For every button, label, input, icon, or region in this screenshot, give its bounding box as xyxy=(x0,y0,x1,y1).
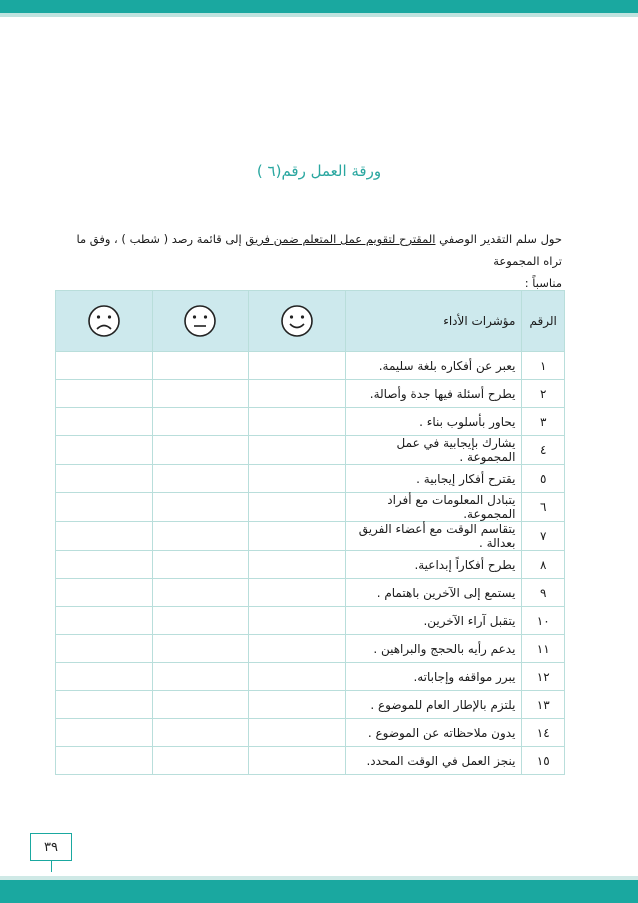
rating-cell-neutral[interactable] xyxy=(152,436,249,465)
instructions-line-1 xyxy=(64,228,562,272)
table-row xyxy=(56,719,565,747)
rating-cell-sad[interactable] xyxy=(56,579,153,607)
instructions-text-a: حول سلم التقدير الوصفي xyxy=(439,232,562,246)
table-row xyxy=(56,579,565,607)
rating-cell-neutral[interactable] xyxy=(152,719,249,747)
table-row xyxy=(56,551,565,579)
rating-cell-neutral[interactable] xyxy=(152,663,249,691)
rating-cell-smiling[interactable] xyxy=(249,522,346,551)
rating-cell-sad[interactable] xyxy=(56,747,153,775)
table-row xyxy=(56,465,565,493)
rating-cell-neutral[interactable] xyxy=(152,380,249,408)
rating-cell-neutral[interactable] xyxy=(152,465,249,493)
rating-cell-smiling[interactable] xyxy=(249,607,346,635)
header-number: الرقم xyxy=(522,291,565,352)
rating-cell-neutral[interactable] xyxy=(152,579,249,607)
table-row xyxy=(56,352,565,380)
row-number: ١٤ xyxy=(522,719,565,747)
row-indicator: ينجز العمل في الوقت المحدد. xyxy=(345,747,522,775)
row-number: ١٠ xyxy=(522,607,565,635)
rating-cell-sad[interactable] xyxy=(56,352,153,380)
rating-cell-smiling[interactable] xyxy=(249,436,346,465)
instructions-line-2: مناسباً : xyxy=(524,276,562,290)
rating-cell-sad[interactable] xyxy=(56,522,153,551)
row-number: ١٣ xyxy=(522,691,565,719)
rating-cell-sad[interactable] xyxy=(56,663,153,691)
rating-cell-smiling[interactable] xyxy=(249,465,346,493)
row-indicator: يتبادل المعلومات مع أفراد المجموعة. xyxy=(345,493,522,522)
rating-cell-neutral[interactable] xyxy=(152,493,249,522)
rating-cell-sad[interactable] xyxy=(56,691,153,719)
row-indicator: يدعم رأيه بالحجج والبراهين . xyxy=(345,635,522,663)
row-number: ٨ xyxy=(522,551,565,579)
row-indicator: يبرر مواقفه وإجاباته. xyxy=(345,663,522,691)
instructions-text-b: إلى قائمة رصد ( شطب ) ، وفق ما تراه المجموعة xyxy=(76,232,562,268)
rating-cell-neutral[interactable] xyxy=(152,408,249,436)
row-number: ٩ xyxy=(522,579,565,607)
rating-cell-sad[interactable] xyxy=(56,408,153,436)
bottom-decorative-band xyxy=(0,872,638,903)
instructions xyxy=(64,228,562,294)
row-indicator: يستمع إلى الآخرين باهتمام . xyxy=(345,579,522,607)
row-number: ٤ xyxy=(522,436,565,465)
rating-cell-smiling[interactable] xyxy=(249,579,346,607)
row-indicator: يحاور بأسلوب بناء . xyxy=(345,408,522,436)
rating-cell-smiling[interactable] xyxy=(249,493,346,522)
row-indicator: يطرح أفكاراً إبداعية. xyxy=(345,551,522,579)
table-row xyxy=(56,691,565,719)
row-number: ٧ xyxy=(522,522,565,551)
row-number: ١١ xyxy=(522,635,565,663)
row-number: ١٥ xyxy=(522,747,565,775)
rating-cell-neutral[interactable] xyxy=(152,551,249,579)
smiling-face-icon xyxy=(280,304,314,338)
table-row xyxy=(56,493,565,522)
rating-cell-neutral[interactable] xyxy=(152,607,249,635)
table-row xyxy=(56,747,565,775)
rating-cell-smiling[interactable] xyxy=(249,380,346,408)
rating-cell-smiling[interactable] xyxy=(249,719,346,747)
rating-cell-neutral[interactable] xyxy=(152,747,249,775)
row-indicator: يلتزم بالإطار العام للموضوع . xyxy=(345,691,522,719)
instructions-text-underlined: المقترح لتقويم عمل المتعلم ضمن فريق xyxy=(245,232,436,246)
row-indicator: يشارك بإيجابية في عمل المجموعة . xyxy=(345,436,522,465)
rating-cell-sad[interactable] xyxy=(56,607,153,635)
header-neutral-face xyxy=(152,291,249,352)
rating-cell-smiling[interactable] xyxy=(249,352,346,380)
header-sad-face xyxy=(56,291,153,352)
rating-cell-neutral[interactable] xyxy=(152,352,249,380)
rating-cell-sad[interactable] xyxy=(56,380,153,408)
rating-cell-sad[interactable] xyxy=(56,436,153,465)
rating-cell-sad[interactable] xyxy=(56,551,153,579)
rating-cell-smiling[interactable] xyxy=(249,551,346,579)
header-indicators: مؤشرات الأداء xyxy=(345,291,522,352)
table-row xyxy=(56,408,565,436)
worksheet-title: ورقة العمل رقم(٦ ) xyxy=(256,162,382,180)
row-number: ٢ xyxy=(522,380,565,408)
row-number: ١٢ xyxy=(522,663,565,691)
header-smiling-face xyxy=(249,291,346,352)
rating-cell-sad[interactable] xyxy=(56,719,153,747)
table-header-row xyxy=(56,291,565,352)
table-row xyxy=(56,635,565,663)
rating-cell-neutral[interactable] xyxy=(152,522,249,551)
rating-cell-sad[interactable] xyxy=(56,635,153,663)
row-indicator: يعبر عن أفكاره بلغة سليمة. xyxy=(345,352,522,380)
row-indicator: يدون ملاحظاته عن الموضوع . xyxy=(345,719,522,747)
neutral-face-icon xyxy=(183,304,217,338)
rating-cell-sad[interactable] xyxy=(56,465,153,493)
table-row xyxy=(56,380,565,408)
rating-cell-neutral[interactable] xyxy=(152,691,249,719)
rating-cell-smiling[interactable] xyxy=(249,663,346,691)
top-decorative-band xyxy=(0,0,638,26)
rating-cell-smiling[interactable] xyxy=(249,747,346,775)
row-number: ٦ xyxy=(522,493,565,522)
table-row xyxy=(56,522,565,551)
rating-cell-smiling[interactable] xyxy=(249,635,346,663)
sad-face-icon xyxy=(87,304,121,338)
performance-indicators-table xyxy=(55,290,565,775)
row-number: ٣ xyxy=(522,408,565,436)
row-number: ١ xyxy=(522,352,565,380)
rating-cell-sad[interactable] xyxy=(56,493,153,522)
row-indicator: يطرح أسئلة فيها جدة وأصالة. xyxy=(345,380,522,408)
rating-cell-neutral[interactable] xyxy=(152,635,249,663)
rating-cell-smiling[interactable] xyxy=(249,691,346,719)
table-row xyxy=(56,607,565,635)
row-number: ٥ xyxy=(522,465,565,493)
row-indicator: يقترح أفكار إيجابية . xyxy=(345,465,522,493)
row-indicator: يتقبل آراء الآخرين. xyxy=(345,607,522,635)
page-number: ٣٩ xyxy=(30,833,72,861)
table-row xyxy=(56,436,565,465)
table-row xyxy=(56,663,565,691)
row-indicator: يتقاسم الوقت مع أعضاء الفريق بعدالة . xyxy=(345,522,522,551)
rating-cell-smiling[interactable] xyxy=(249,408,346,436)
